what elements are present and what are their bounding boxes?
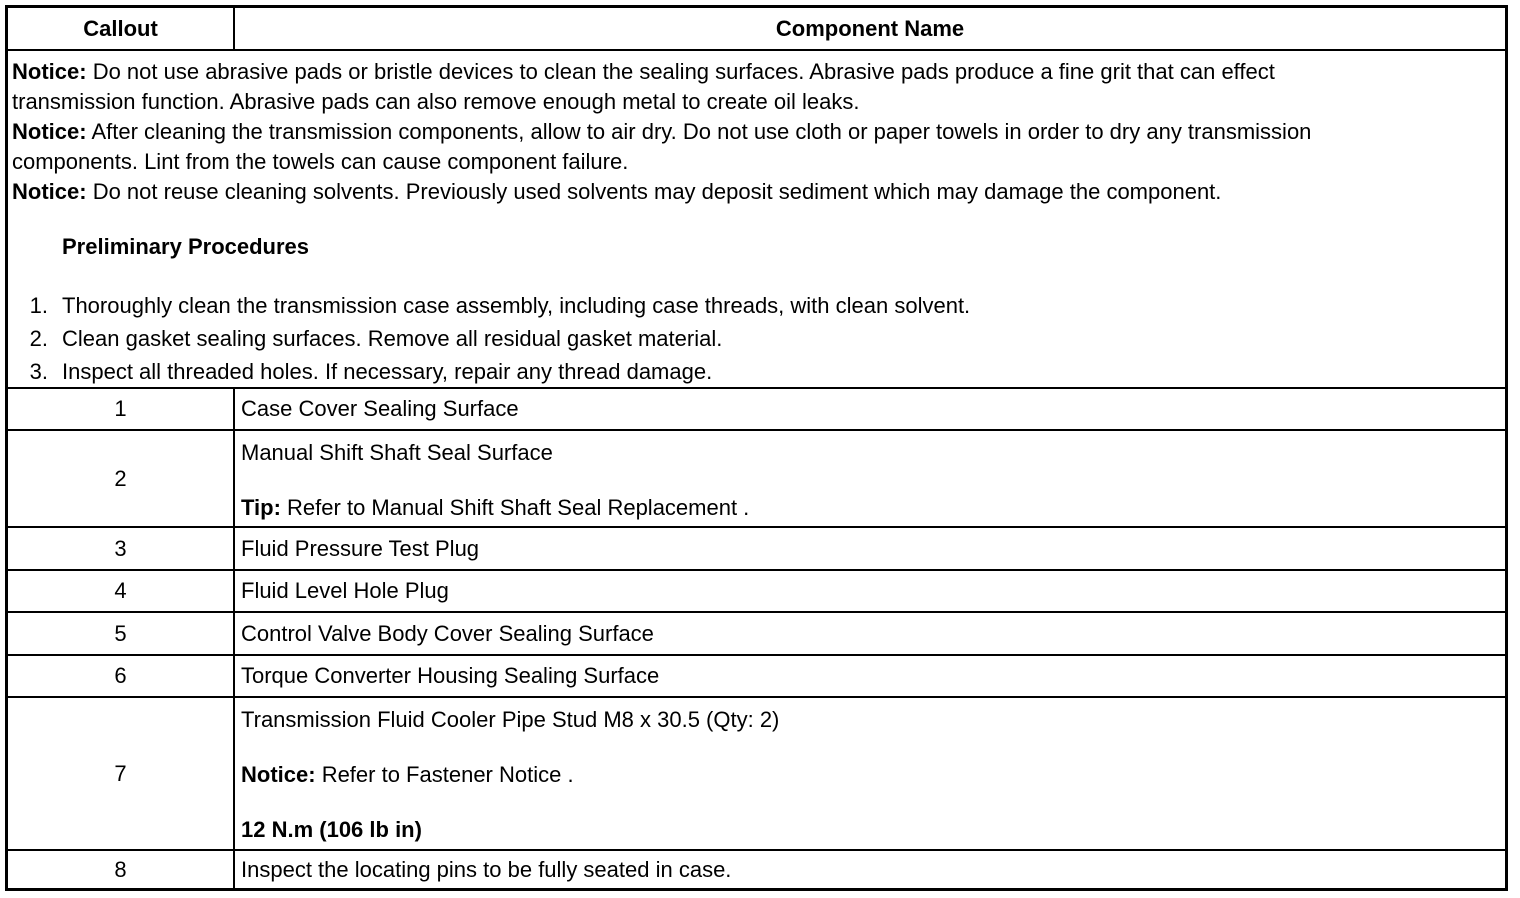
table-row (8, 851, 1505, 888)
component-name: Control Valve Body Cover Sealing Surface (241, 620, 654, 646)
table-row (8, 389, 1505, 431)
notice-block (12, 57, 1497, 207)
table-row (8, 431, 1505, 528)
tip-line: Tip: Refer to Manual Shift Shaft Seal Replacement . (241, 495, 750, 520)
notice-label: Notice: (12, 179, 87, 204)
table-row (8, 613, 1505, 656)
callout-number: 7 (8, 698, 235, 849)
notice-1-line-1: Notice: Do not use abrasive pads or bristle devices to clean the sealing surfaces. Abrasive pads produce a fine grit that can effect (12, 59, 1275, 84)
table-row (8, 528, 1505, 571)
callout-number: 8 (8, 851, 235, 888)
torque-spec: 12 N.m (106 lb in) (241, 817, 422, 842)
callout-number: 5 (8, 613, 235, 654)
component-name: Inspect the locating pins to be fully seated in case. (241, 856, 732, 882)
component-name-cell (235, 698, 1505, 849)
callout-number: 4 (8, 571, 235, 611)
component-name: Fluid Level Hole Plug (241, 578, 449, 603)
component-name: Manual Shift Shaft Seal Surface (241, 440, 553, 465)
callout-number: 3 (8, 528, 235, 569)
callout-number: 2 (8, 431, 235, 526)
component-name: Torque Converter Housing Sealing Surface (241, 663, 660, 688)
callout-number: 1 (8, 389, 235, 429)
notice-1-line-2: transmission function. Abrasive pads can also remove enough metal to create oil leaks. (12, 89, 860, 114)
tip-label: Tip: (241, 495, 281, 520)
component-name-cell (235, 431, 1505, 526)
component-name: Case Cover Sealing Surface (241, 396, 519, 421)
table-header-row (8, 8, 1505, 51)
notice-label: Notice: (241, 762, 316, 787)
preliminary-procedures-title: Preliminary Procedures (62, 234, 310, 259)
table-row (8, 698, 1505, 851)
table-row (8, 656, 1505, 698)
notice-2-line-2: components. Lint from the towels can cause component failure. (12, 149, 629, 174)
notice-label: Notice: (12, 119, 87, 144)
component-table (5, 5, 1508, 891)
header-component-name: Component Name (775, 15, 965, 41)
notice-row: Notice: Do not use abrasive pads or bristle devices to clean the sealing surfaces. Abrasive pads produce a fine grit that can effect transmission function. Abrasive pads can also remove enough metal to create oil leaks. Notice: After cleaning the transmission components, allow to air dry. Do not use cloth or paper towels in order to dry any transmission components. Lint from the towels can cause component failure. Notice: Do not reuse cleaning solvents. Previously used solvents may deposit sediment which may damage the component. Preliminary Procedures 1. Thoroughly clean the transmission case assembly, including case threads, with clean solvent. 2. Clean gasket sealing surfaces. Remove all residual gasket material. 3. Inspect all threaded holes. If necessary, repair any thread damage. (8, 51, 1505, 389)
notice-line: Notice: Refer to Fastener Notice . (241, 762, 574, 787)
notice-label: Notice: (12, 59, 87, 84)
table-row (8, 571, 1505, 613)
component-name: Transmission Fluid Cooler Pipe Stud M8 x 30.5 (Qty: 2) (241, 707, 780, 732)
notice-2-line-1: Notice: After cleaning the transmission components, allow to air dry. Do not use cloth or paper towels in order to dry any transmission (12, 119, 1312, 144)
header-callout: Callout (8, 8, 235, 49)
callout-number: 6 (8, 656, 235, 696)
component-name: Fluid Pressure Test Plug (241, 535, 480, 561)
notice-3-line-1: Notice: Do not reuse cleaning solvents. Previously used solvents may deposit sediment which may damage the component. (12, 179, 1222, 204)
